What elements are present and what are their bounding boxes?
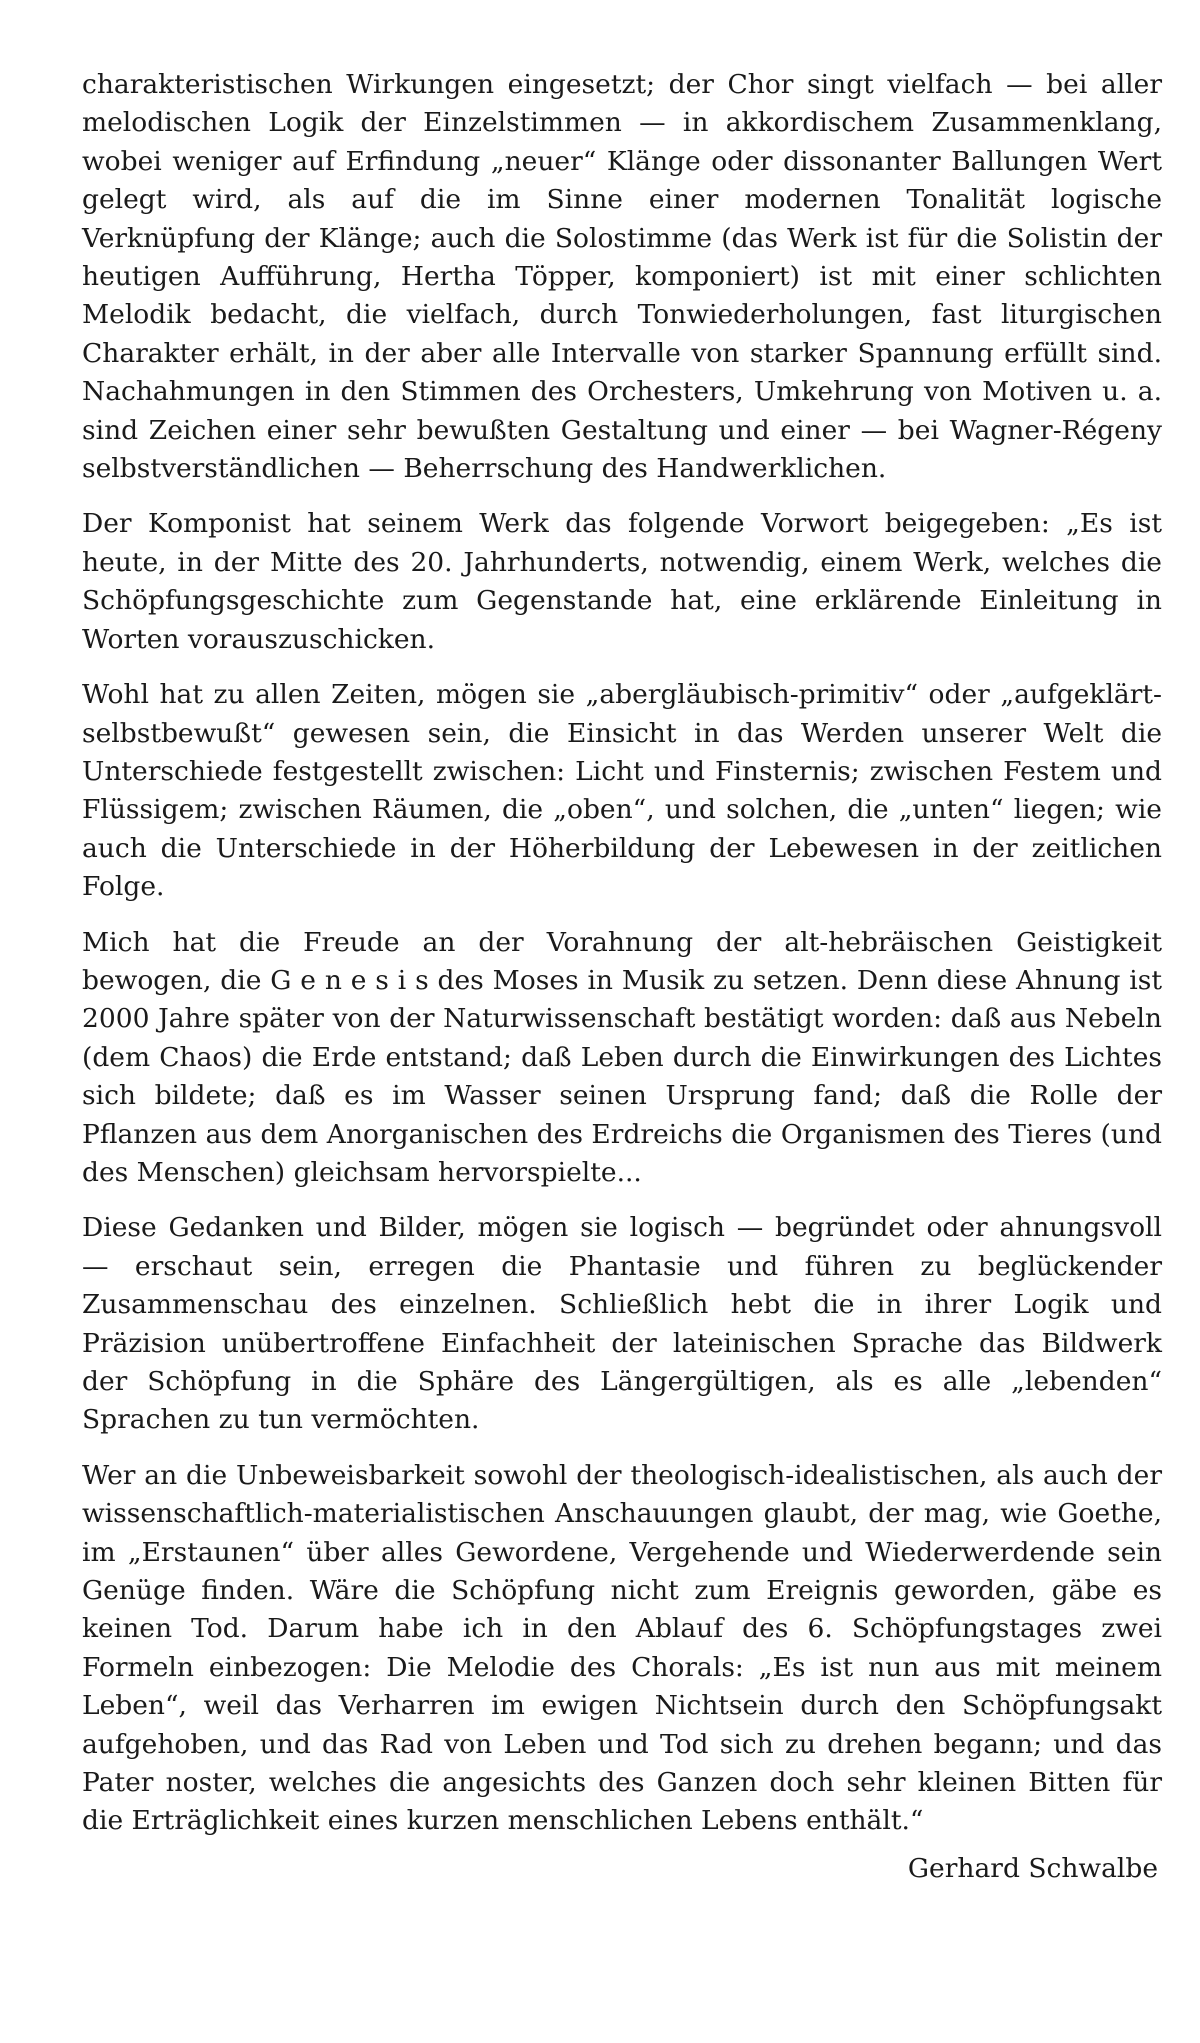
document-body <box>82 66 1162 1888</box>
paragraph-5: Diese Gedanken und Bilder, mögen sie logisch — begründet oder ahnungsvoll — erschaut sein, erregen die Phantasie und führen zu beglückender Zusammenschau des einzelnen. Schließlich hebt die in ihrer Logik und Präzision unübertroffene Einfachheit der lateinischen Sprache das Bildwerk der Schöpfung in die Sphäre des Längergültigen, als es alle „lebenden“ Sprachen zu tun vermöchten. <box>82 1212 1162 1436</box>
paragraph-6: Wer an die Unbeweisbarkeit sowohl der theologisch-idealistischen, als auch der wissenschaftlich-materialistischen Anschauungen glaubt, der mag, wie Goethe, im „Erstaunen“ über alles Gewordene, Vergehende und Wiederwerdende sein Genüge finden. Wäre die Schöpfung nicht zum Ereignis geworden, gäbe es keinen Tod. Darum habe ich in den Ablauf des 6. Schöpfungstages zwei Formeln einbezogen: Die Melodie des Chorals: „Es ist nun aus mit meinem Leben“, weil das Verharren im ewigen Nichtsein durch den Schöpfungsakt aufgehoben, und das Rad von Leben und Tod sich zu drehen begann; und das Pater noster, welches die angesichts des Ganzen doch sehr kleinen Bitten für die Erträglichkeit eines kurzen menschlichen Lebens enthält.“ <box>82 1459 1162 1837</box>
paragraph-4: Mich hat die Freude an der Vorahnung der alt-hebräischen Geistigkeit bewogen, die G e n e s i s des Moses in Musik zu setzen. Denn diese Ahnung ist 2000 Jahre später von der Naturwissenschaft bestätigt worden: daß aus Nebeln (dem Chaos) die Erde entstand; daß Leben durch die Einwirkungen des Lichtes sich bildete; daß es im Wasser seinen Ursprung fand; daß die Rolle der Pflanzen aus dem Anorganischen des Erdreichs die Organismen des Tieres (und des Menschen) gleichsam hervorspielte... <box>82 926 1162 1188</box>
paragraph-1: charakteristischen Wirkungen eingesetzt; der Chor singt vielfach — bei aller melodischen Logik der Einzelstimmen — in akkordischem Zusammenklang, wobei weniger auf Erfindung „neuer“ Klänge oder dissonanter Ballungen Wert gelegt wird, als auf die im Sinne einer modernen Tonalität logische Verknüpfung der Klänge; auch die Solostimme (das Werk ist für die Solistin der heutigen Aufführung, Hertha Töpper, komponiert) ist mit einer schlichten Melodik bedacht, die vielfach, durch Tonwiederholungen, fast liturgischen Charakter erhält, in der aber alle Intervalle von starker Spannung erfüllt sind. Nachahmungen in den Stimmen des Orchesters, Umkehrung von Motiven u. a. sind Zeichen einer sehr bewußten Gestaltung und einer — bei Wagner-Régeny selbstverständlichen — Beherrschung des Handwerklichen. <box>82 69 1162 485</box>
paragraph-2: Der Komponist hat seinem Werk das folgende Vorwort beigegeben: „Es ist heute, in der Mitte des 20. Jahrhunderts, notwendig, einem Werk, welches die Schöpfungsgeschichte zum Gegenstande hat, eine erklärende Einleitung in Worten vorauszuschicken. <box>82 508 1162 655</box>
author-signature: Gerhard Schwalbe <box>907 1852 1158 1884</box>
paragraph-3: Wohl hat zu allen Zeiten, mögen sie „abergläubisch-primitiv“ oder „aufgeklärt-selbstbewußt“ gewesen sein, die Einsicht in das Werden unserer Welt die Unterschiede festgestellt zwischen: Licht und Finsternis; zwischen Festem und Flüssigem; zwischen Räumen, die „oben“, und solchen, die „unten“ liegen; wie auch die Unterschiede in der Höherbildung der Lebewesen in der zeitlichen Folge. <box>82 679 1162 903</box>
